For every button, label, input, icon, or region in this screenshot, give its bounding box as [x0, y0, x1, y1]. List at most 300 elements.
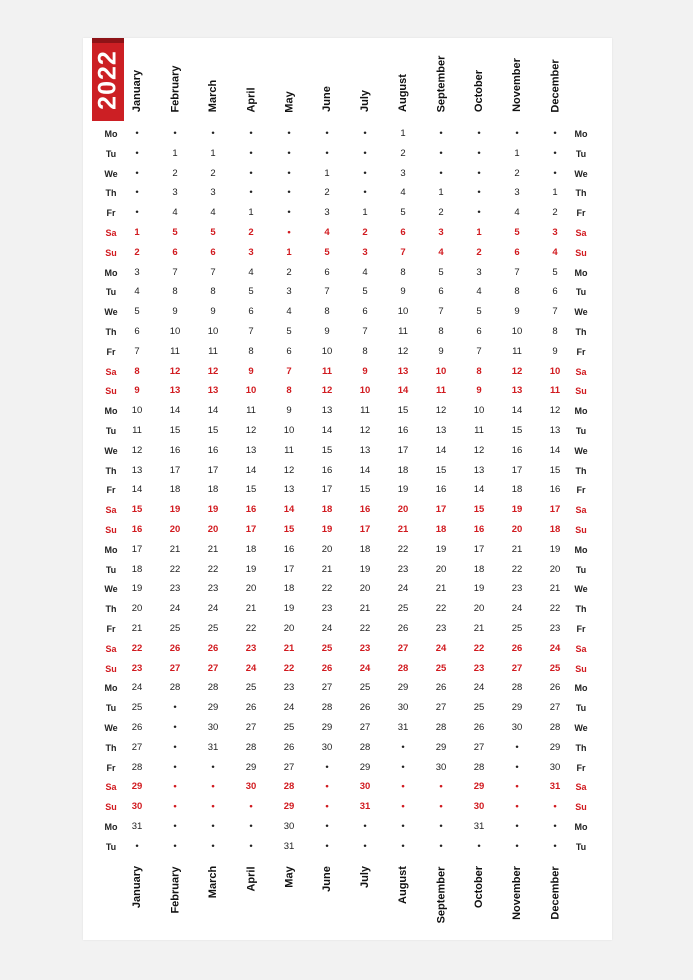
day-cell: 12	[131, 444, 143, 456]
day-cell: 8	[400, 266, 406, 278]
day-cell: 11	[512, 345, 522, 357]
day-cell: 5	[552, 266, 558, 278]
empty-day-marker: •	[325, 840, 329, 852]
weekday-label-right: We	[574, 445, 588, 456]
day-cell: 18	[207, 484, 219, 496]
day-cell: 14	[245, 464, 257, 476]
day-cell: 17	[473, 543, 485, 555]
empty-day-marker: •	[287, 147, 291, 159]
day-cell: 8	[324, 306, 330, 318]
day-cell: 31	[473, 821, 485, 832]
day-cell: 21	[169, 543, 181, 555]
day-cell: 4	[362, 266, 368, 278]
day-cell: 19	[245, 563, 257, 575]
month-header-june: June	[320, 86, 333, 112]
weekday-label-left: Th	[105, 742, 117, 753]
day-cell: 7	[400, 246, 406, 258]
day-cell: 27	[131, 741, 143, 753]
day-cell: 2	[172, 167, 178, 179]
day-cell: 24	[473, 682, 485, 694]
day-cell: 29	[435, 741, 447, 753]
day-cell: 24	[169, 603, 181, 615]
day-cell: 28	[245, 741, 257, 753]
day-cell: 18	[169, 484, 181, 496]
empty-day-marker: •	[477, 128, 481, 139]
day-cell: 21	[359, 603, 371, 615]
day-cell: 6	[172, 246, 178, 258]
day-cell: 19	[435, 543, 447, 555]
weekday-label-right: Su	[575, 525, 587, 535]
day-cell: 6	[514, 246, 520, 258]
day-cell: 24	[435, 642, 447, 654]
empty-day-marker: •	[135, 207, 139, 219]
empty-day-marker: •	[401, 781, 405, 793]
day-cell: 22	[397, 543, 409, 555]
empty-day-marker: •	[439, 128, 443, 139]
weekday-label-right: We	[574, 584, 588, 595]
day-cell: 21	[511, 543, 523, 555]
day-cell: 20	[131, 603, 143, 615]
day-cell: 22	[207, 563, 219, 575]
day-cell: 14	[321, 425, 333, 436]
day-cell: 22	[245, 623, 257, 634]
day-cell: 18	[359, 543, 371, 555]
day-cell: 20	[511, 524, 523, 535]
weekday-label-right: Mo	[574, 267, 588, 278]
day-cell: 1	[514, 147, 520, 159]
empty-day-marker: •	[211, 128, 215, 139]
empty-day-marker: •	[135, 128, 139, 139]
weekday-label-right: Fr	[576, 762, 586, 773]
empty-day-marker: •	[439, 801, 443, 813]
empty-day-marker: •	[135, 147, 139, 159]
day-cell: 4	[248, 266, 254, 278]
weekday-label-left: We	[104, 168, 118, 179]
day-cell: 13	[245, 444, 257, 456]
day-cell: 26	[397, 623, 409, 634]
day-cell: 1	[286, 246, 292, 258]
weekday-label-right: Th	[575, 604, 587, 615]
day-cell: 27	[435, 702, 447, 714]
day-cell: 6	[400, 227, 406, 238]
day-cell: 25	[549, 662, 561, 674]
empty-day-marker: •	[325, 761, 329, 773]
weekday-label-left: Fr	[106, 485, 116, 496]
day-cell: 4	[476, 286, 482, 298]
day-cell: 14	[169, 405, 181, 417]
day-cell: 21	[321, 563, 333, 575]
day-cell: 24	[397, 583, 409, 595]
empty-day-marker: •	[553, 128, 557, 139]
empty-day-marker: •	[249, 840, 253, 852]
empty-day-marker: •	[439, 167, 443, 179]
empty-day-marker: •	[401, 801, 405, 813]
day-cell: 10	[549, 365, 561, 377]
day-cell: 28	[131, 761, 143, 773]
day-cell: 21	[397, 524, 409, 535]
day-cell: 10	[435, 365, 447, 377]
empty-day-marker: •	[287, 167, 291, 179]
day-cell: 6	[324, 266, 330, 278]
day-cell: 13	[397, 365, 409, 377]
day-cell: 9	[286, 405, 292, 417]
day-cell: 30	[359, 781, 371, 793]
weekday-label-right: Fr	[576, 208, 586, 219]
empty-day-marker: •	[401, 741, 405, 753]
day-cell: 29	[245, 761, 257, 773]
empty-day-marker: •	[173, 702, 177, 714]
weekday-label-left: Th	[105, 604, 117, 615]
weekday-label-left: Mo	[104, 822, 118, 832]
day-cell: 28	[549, 722, 561, 733]
day-cell: 13	[435, 425, 447, 436]
day-cell: 8	[286, 385, 292, 397]
day-cell: 10	[473, 405, 485, 417]
weekday-label-left: Mo	[104, 129, 118, 139]
day-cell: 12	[397, 345, 409, 357]
empty-day-marker: •	[211, 781, 215, 793]
empty-day-marker: •	[249, 187, 253, 199]
day-cell: 28	[283, 781, 295, 793]
day-cell: 5	[324, 246, 330, 258]
day-cell: 14	[359, 464, 371, 476]
day-cell: 31	[131, 821, 143, 832]
weekday-label-left: Su	[105, 386, 117, 397]
day-cell: 17	[245, 524, 257, 535]
empty-day-marker: •	[553, 167, 557, 179]
day-cell: 18	[131, 563, 143, 575]
empty-day-marker: •	[515, 741, 519, 753]
empty-day-marker: •	[363, 187, 367, 199]
day-cell: 3	[286, 286, 292, 298]
day-cell: 9	[476, 385, 482, 397]
day-cell: 27	[321, 682, 333, 694]
weekday-label-left: Fr	[106, 624, 116, 634]
day-cell: 19	[549, 543, 561, 555]
day-cell: 20	[549, 563, 561, 575]
weekday-label-right: Fr	[576, 346, 586, 357]
empty-day-marker: •	[325, 128, 329, 139]
empty-day-marker: •	[515, 761, 519, 773]
empty-day-marker: •	[439, 147, 443, 159]
day-cell: 24	[549, 642, 561, 654]
day-cell: 15	[511, 425, 523, 436]
day-cell: 4	[324, 227, 330, 238]
day-cell: 5	[476, 306, 482, 318]
empty-day-marker: •	[363, 821, 367, 832]
day-cell: 17	[359, 524, 371, 535]
day-cell: 5	[248, 286, 254, 298]
day-cell: 7	[514, 266, 520, 278]
day-cell: 2	[324, 187, 330, 199]
day-cell: 29	[397, 682, 409, 694]
day-cell: 4	[172, 207, 178, 219]
day-cell: 31	[359, 801, 371, 813]
weekday-label-left: Sa	[105, 643, 117, 654]
day-cell: 4	[400, 187, 406, 199]
day-cell: 30	[207, 722, 219, 733]
day-cell: 27	[245, 722, 257, 733]
day-cell: 19	[473, 583, 485, 595]
day-cell: 28	[169, 682, 181, 694]
day-cell: 16	[131, 524, 143, 535]
empty-day-marker: •	[287, 227, 291, 238]
day-cell: 2	[286, 266, 292, 278]
day-cell: 17	[511, 464, 523, 476]
day-cell: 14	[207, 405, 219, 417]
day-cell: 25	[131, 702, 143, 714]
day-cell: 15	[359, 484, 371, 496]
day-cell: 23	[207, 583, 219, 595]
empty-day-marker: •	[135, 840, 139, 852]
day-cell: 18	[397, 464, 409, 476]
day-cell: 10	[207, 326, 219, 337]
day-cell: 27	[359, 722, 371, 733]
day-cell: 25	[245, 682, 257, 694]
day-cell: 12	[283, 464, 295, 476]
day-cell: 14	[131, 484, 143, 496]
day-cell: 4	[286, 306, 292, 318]
day-cell: 26	[283, 741, 295, 753]
day-cell: 9	[514, 306, 520, 318]
weekday-label-right: Su	[575, 247, 587, 258]
weekday-label-left: Mo	[104, 683, 118, 694]
empty-day-marker: •	[515, 801, 519, 813]
weekday-label-right: Mo	[574, 822, 588, 832]
day-cell: 18	[435, 524, 447, 535]
day-cell: 16	[283, 543, 295, 555]
day-cell: 17	[397, 444, 409, 456]
empty-day-marker: •	[249, 167, 253, 179]
day-cell: 31	[207, 741, 219, 753]
weekday-label-right: Mo	[574, 129, 588, 139]
weekday-label-left: Th	[105, 188, 117, 199]
day-cell: 29	[359, 761, 371, 773]
weekday-label-left: We	[104, 445, 118, 456]
day-cell: 10	[283, 425, 295, 436]
month-footer-march: March	[207, 865, 220, 899]
day-cell: 12	[207, 365, 219, 377]
day-cell: 13	[549, 425, 561, 436]
day-cell: 23	[283, 682, 295, 694]
day-cell: 26	[321, 662, 333, 674]
day-cell: 10	[321, 345, 333, 357]
weekday-label-right: Mo	[574, 683, 588, 694]
day-cell: 21	[283, 642, 295, 654]
day-cell: 1	[476, 227, 482, 238]
empty-day-marker: •	[553, 821, 557, 832]
weekday-label-left: We	[104, 307, 118, 318]
weekday-label-right: Th	[575, 327, 587, 337]
day-cell: 31	[397, 722, 409, 733]
day-cell: 2	[248, 227, 254, 238]
month-footer-august: August	[396, 866, 409, 904]
weekday-label-right: Mo	[574, 544, 588, 555]
year-label: 2022	[93, 49, 122, 110]
day-cell: 21	[473, 623, 485, 634]
day-cell: 25	[359, 682, 371, 694]
day-cell: 3	[210, 187, 216, 199]
day-cell: 6	[134, 326, 140, 337]
month-header-january: January	[131, 69, 144, 113]
weekday-label-right: Tu	[575, 703, 587, 714]
day-cell: 30	[245, 781, 257, 793]
day-cell: 8	[248, 345, 254, 357]
day-cell: 27	[283, 761, 295, 773]
empty-day-marker: •	[135, 167, 139, 179]
day-cell: 16	[435, 484, 447, 496]
day-cell: 5	[286, 326, 292, 337]
day-cell: 13	[131, 464, 143, 476]
month-footer-june: June	[320, 866, 333, 892]
day-cell: 6	[362, 306, 368, 318]
day-cell: 9	[172, 306, 178, 318]
day-cell: 23	[131, 662, 143, 674]
day-cell: 15	[207, 425, 219, 436]
day-cell: 30	[397, 702, 409, 714]
month-footer-november: November	[510, 866, 523, 920]
weekday-label-left: Th	[105, 327, 117, 337]
day-cell: 16	[549, 484, 561, 496]
weekday-label-right: Sa	[575, 366, 587, 377]
day-cell: 11	[474, 425, 484, 436]
day-cell: 22	[473, 642, 485, 654]
day-cell: 21	[207, 543, 219, 555]
day-cell: 27	[169, 662, 181, 674]
empty-day-marker: •	[439, 821, 443, 832]
empty-day-marker: •	[173, 722, 177, 733]
weekday-label-right: Su	[575, 663, 587, 674]
day-cell: 14	[397, 385, 409, 397]
day-cell: 12	[473, 444, 485, 456]
day-cell: 16	[397, 425, 409, 436]
day-cell: 23	[359, 642, 371, 654]
empty-day-marker: •	[173, 840, 177, 852]
day-cell: 5	[134, 306, 140, 318]
day-cell: 22	[131, 642, 143, 654]
day-cell: 19	[321, 524, 333, 535]
day-cell: 20	[473, 603, 485, 615]
weekday-label-right: Sa	[575, 228, 587, 238]
day-cell: 9	[210, 306, 216, 318]
weekday-label-right: Tu	[575, 426, 587, 436]
day-cell: 20	[169, 524, 181, 535]
day-cell: 8	[514, 286, 520, 298]
day-cell: 25	[435, 662, 447, 674]
weekday-label-right: Fr	[576, 485, 586, 496]
day-cell: 24	[283, 702, 295, 714]
day-cell: 22	[321, 583, 333, 595]
day-cell: 22	[511, 563, 523, 575]
day-cell: 21	[245, 603, 257, 615]
day-cell: 5	[400, 207, 406, 219]
weekday-label-left: Fr	[106, 208, 116, 219]
day-cell: 28	[321, 702, 333, 714]
month-header-november: November	[510, 58, 523, 112]
day-cell: 15	[549, 464, 561, 476]
day-cell: 11	[398, 326, 408, 337]
weekday-label-right: We	[574, 168, 588, 179]
day-cell: 17	[549, 504, 561, 516]
day-cell: 11	[284, 444, 294, 456]
day-cell: 6	[286, 345, 292, 357]
day-cell: 10	[359, 385, 371, 397]
empty-day-marker: •	[325, 821, 329, 832]
empty-day-marker: •	[553, 840, 557, 852]
day-cell: 6	[210, 246, 216, 258]
day-cell: 28	[511, 682, 523, 694]
day-cell: 4	[514, 207, 520, 219]
day-cell: 26	[169, 642, 181, 654]
day-cell: 19	[169, 504, 181, 516]
day-cell: 26	[549, 682, 561, 694]
weekday-label-right: Tu	[575, 841, 587, 852]
day-cell: 2	[438, 207, 444, 219]
day-cell: 10	[511, 326, 523, 337]
day-cell: 10	[169, 326, 181, 337]
day-cell: 23	[511, 583, 523, 595]
empty-day-marker: •	[211, 840, 215, 852]
empty-day-marker: •	[477, 840, 481, 852]
day-cell: 9	[134, 385, 140, 397]
day-cell: 18	[245, 543, 257, 555]
day-cell: 2	[552, 207, 558, 219]
day-cell: 29	[473, 781, 485, 793]
day-cell: 14	[549, 444, 561, 456]
day-cell: 7	[248, 326, 254, 337]
day-cell: 30	[131, 801, 143, 813]
empty-day-marker: •	[363, 128, 367, 139]
day-cell: 7	[172, 266, 178, 278]
weekday-label-left: Su	[105, 525, 117, 535]
empty-day-marker: •	[287, 128, 291, 139]
day-cell: 3	[324, 207, 330, 219]
empty-day-marker: •	[287, 187, 291, 199]
day-cell: 30	[511, 722, 523, 733]
weekday-label-right: Tu	[575, 564, 587, 575]
day-cell: 28	[397, 662, 409, 674]
empty-day-marker: •	[211, 821, 215, 832]
day-cell: 25	[473, 702, 485, 714]
day-cell: 2	[514, 167, 520, 179]
day-cell: 13	[321, 405, 333, 417]
weekday-label-left: Th	[105, 465, 117, 476]
day-cell: 18	[511, 484, 523, 496]
day-cell: 23	[169, 583, 181, 595]
day-cell: 12	[321, 385, 333, 397]
day-cell: 23	[321, 603, 333, 615]
day-cell: 22	[359, 623, 371, 634]
day-cell: 11	[208, 345, 218, 357]
day-cell: 20	[359, 583, 371, 595]
day-cell: 11	[170, 345, 180, 357]
day-cell: 26	[511, 642, 523, 654]
empty-day-marker: •	[249, 128, 253, 139]
day-cell: 25	[207, 623, 219, 634]
day-cell: 11	[435, 385, 447, 397]
day-cell: 28	[435, 722, 447, 733]
month-header-february: February	[169, 64, 182, 113]
day-cell: 7	[552, 306, 558, 318]
day-cell: 4	[438, 246, 444, 258]
weekday-label-left: Tu	[105, 841, 117, 852]
day-cell: 20	[397, 504, 409, 516]
day-cell: 24	[245, 662, 257, 674]
day-cell: 8	[134, 365, 140, 377]
month-footer-july: July	[359, 865, 372, 889]
weekday-label-right: Su	[575, 386, 587, 397]
day-cell: 16	[321, 464, 333, 476]
